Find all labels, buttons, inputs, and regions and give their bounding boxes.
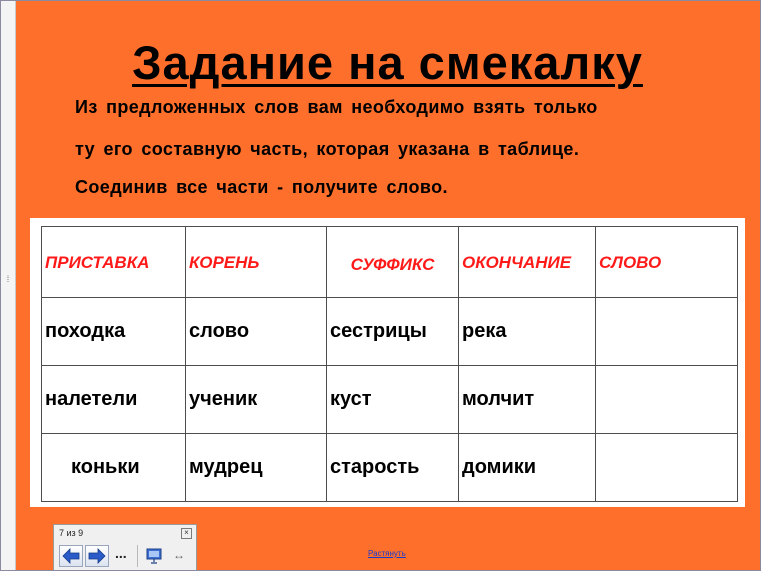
header-suffix: СУФФИКС xyxy=(327,227,459,298)
arrow-left-icon xyxy=(62,548,80,564)
close-icon[interactable]: × xyxy=(181,528,192,539)
toolbar-divider xyxy=(137,545,138,567)
header-ending: ОКОНЧАНИЕ xyxy=(459,227,596,298)
splitter-grip-icon[interactable]: ⁞ xyxy=(6,274,10,284)
instruction-line-3: Соединив все части - получите слово. xyxy=(75,177,448,197)
presentation-screen-icon xyxy=(145,548,163,564)
previous-slide-button[interactable] xyxy=(59,545,83,567)
table-cell: домики xyxy=(459,434,596,502)
table-cell-text: коньки xyxy=(71,456,140,478)
table-cell: походка xyxy=(42,298,186,366)
table-header-row xyxy=(42,227,738,298)
left-pane-gutter[interactable] xyxy=(1,1,16,570)
arrow-right-icon xyxy=(88,548,106,564)
table-cell: слово xyxy=(186,298,327,366)
instruction-line-2: ту его составную часть, которая указана в таблице. xyxy=(75,139,580,159)
task-table-panel xyxy=(30,218,745,507)
slide-navigator xyxy=(53,524,197,571)
answer-cell xyxy=(596,366,738,434)
table-cell: река xyxy=(459,298,596,366)
table-cell: молчит xyxy=(459,366,596,434)
slide-counter: 7 из 9 xyxy=(59,528,84,538)
table-cell: старость xyxy=(327,434,459,502)
answer-cell xyxy=(596,434,738,502)
fit-to-window-link[interactable]: Растянуть xyxy=(368,549,406,558)
header-root: КОРЕНЬ xyxy=(186,227,327,298)
slide-show-button[interactable] xyxy=(142,545,166,567)
table-row xyxy=(42,434,738,502)
table-cell: ученик xyxy=(186,366,327,434)
next-slide-button[interactable] xyxy=(85,545,109,567)
header-word: СЛОВО xyxy=(596,227,738,298)
header-prefix: ПРИСТАВКА xyxy=(42,227,186,298)
table-cell: куст xyxy=(327,366,459,434)
answer-cell xyxy=(596,298,738,366)
task-table xyxy=(41,226,738,502)
table-row xyxy=(42,298,738,366)
table-row xyxy=(42,366,738,434)
slide-title: Задание на смекалку xyxy=(132,36,643,89)
table-cell: налетели xyxy=(42,366,186,434)
more-button[interactable]: ... xyxy=(115,545,127,561)
table-cell xyxy=(42,434,186,502)
table-cell: мудрец xyxy=(186,434,327,502)
table-cell: сестрицы xyxy=(327,298,459,366)
instruction-line-1: Из предложенных слов вам необходимо взять только xyxy=(75,97,598,117)
resize-arrows-icon[interactable]: ↔ xyxy=(173,548,185,562)
